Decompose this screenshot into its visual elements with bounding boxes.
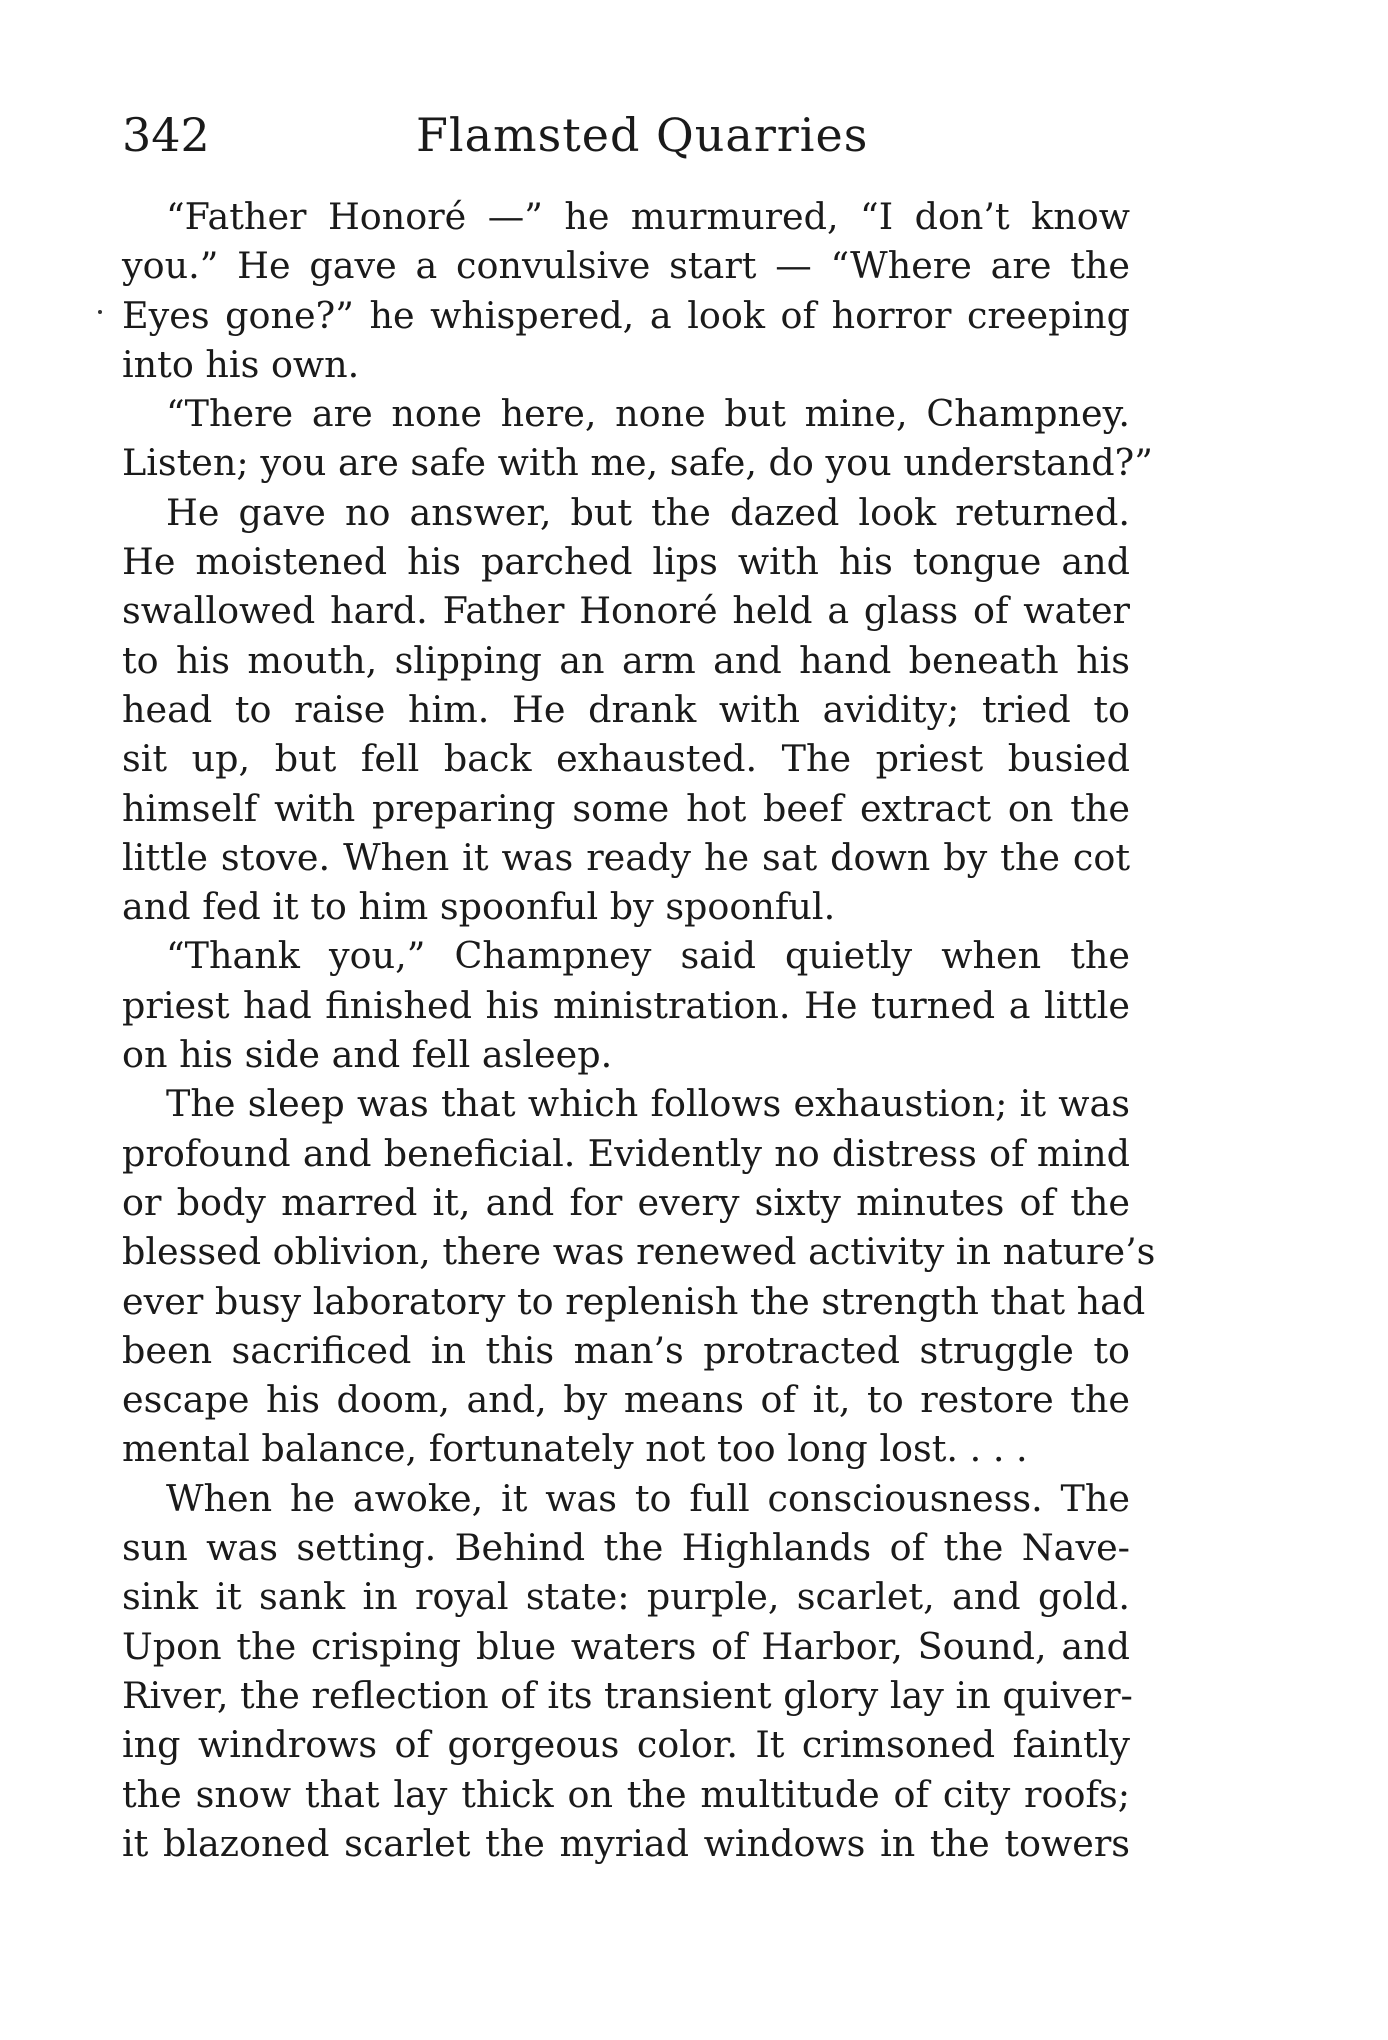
text-line-content: “Thank you,” Champney said quietly when the <box>166 934 1130 978</box>
text-line <box>122 1227 1156 1276</box>
text-line <box>122 1129 1130 1178</box>
page-number: 342 <box>122 108 210 162</box>
text-line <box>122 882 1130 931</box>
text-line <box>122 586 1130 635</box>
body-text <box>122 192 1156 1868</box>
text-line-content: “There are none here, none but mine, Champney. <box>166 392 1130 436</box>
text-line <box>122 784 1130 833</box>
text-line <box>122 1622 1130 1671</box>
text-line <box>122 1819 1130 1868</box>
text-line-content: sun was setting. Behind the Highlands of the Nave- <box>122 1526 1130 1570</box>
text-line-content: “Father Honoré —” he murmured, “I don’t know <box>166 195 1130 238</box>
text-line-content: River, the reflection of its transient glory lay in quiver- <box>122 1673 1133 1717</box>
text-line <box>122 1326 1130 1375</box>
text-line <box>122 1572 1130 1621</box>
text-line-content: sink it sank in royal state: purple, scarlet, and gold. <box>122 1575 1130 1619</box>
text-line-content: priest had finished his ministration. He turned a little <box>122 983 1130 1027</box>
text-line <box>122 340 1130 389</box>
text-line-content: sit up, but fell back exhausted. The priest busied <box>122 737 1130 781</box>
text-line <box>122 1770 1130 1819</box>
text-line <box>122 1523 1130 1572</box>
text-line-content: or body marred it, and for every sixty minutes of the <box>122 1180 1130 1224</box>
margin-mark <box>98 310 102 314</box>
text-line-content: been sacrificed in this man’s protracted struggle to <box>122 1328 1130 1372</box>
running-title: Flamsted Quarries <box>416 108 869 162</box>
text-line <box>122 488 1130 537</box>
text-line-content: on his side and fell asleep. <box>122 1033 613 1077</box>
text-line-content: to his mouth, slipping an arm and hand beneath his <box>122 638 1130 682</box>
text-line-content: profound and beneficial. Evidently no distress of mind <box>122 1131 1130 1175</box>
text-line <box>122 1671 1133 1720</box>
text-line-content: into his own. <box>122 342 360 386</box>
text-line-content: escape his doom, and, by means of it, to restore the <box>122 1378 1130 1422</box>
text-line <box>122 1474 1130 1523</box>
text-line-content: ever busy laboratory to replenish the strength that had <box>122 1279 1146 1323</box>
text-line-content: it blazoned scarlet the myriad windows in the towers <box>122 1821 1130 1865</box>
text-line <box>122 1178 1130 1227</box>
text-line-content: Upon the crisping blue waters of Harbor, Sound, and <box>122 1624 1130 1668</box>
text-line <box>122 1030 1130 1079</box>
text-line <box>122 241 1130 290</box>
text-line <box>122 685 1130 734</box>
text-line-content: He moistened his parched lips with his tongue and <box>122 540 1130 584</box>
text-line <box>122 192 1130 241</box>
text-line <box>122 1277 1146 1326</box>
text-line-content: the snow that lay thick on the multitude of city roofs; <box>122 1772 1130 1816</box>
text-line-content: Listen; you are safe with me, safe, do you understand?” <box>122 441 1153 485</box>
text-line-content: He gave no answer, but the dazed look returned. <box>166 490 1130 534</box>
text-line-content: little stove. When it was ready he sat down by the cot <box>122 835 1130 879</box>
page-header <box>122 100 1137 170</box>
text-line-content: Eyes gone?” he whispered, a look of horror creeping <box>122 293 1130 337</box>
text-line <box>122 537 1130 586</box>
text-line <box>122 931 1130 980</box>
text-line <box>122 981 1130 1030</box>
text-line-content: you.” He gave a convulsive start — “Where are the <box>122 244 1130 288</box>
text-line-content: head to raise him. He drank with avidity; tried to <box>122 687 1130 731</box>
text-line <box>122 1375 1130 1424</box>
text-line <box>122 438 1153 487</box>
text-line-content: ing windrows of gorgeous color. It crimsoned faintly <box>122 1723 1130 1767</box>
text-line-content: mental balance, fortunately not too long lost. . . . <box>122 1427 1028 1471</box>
text-line <box>122 389 1130 438</box>
text-line <box>122 636 1130 685</box>
text-line-content: and fed it to him spoonful by spoonful. <box>122 885 836 929</box>
text-line <box>122 1720 1130 1769</box>
text-line-content: himself with preparing some hot beef extract on the <box>122 786 1130 830</box>
text-line <box>122 734 1130 783</box>
text-line <box>122 833 1130 882</box>
text-line-content: When he awoke, it was to full consciousness. The <box>166 1476 1130 1520</box>
text-line <box>122 1424 1130 1473</box>
text-line-content: swallowed hard. Father Honoré held a glass of water <box>122 589 1130 633</box>
text-line-content: blessed oblivion, there was renewed activity in nature’s <box>122 1230 1156 1274</box>
text-line <box>122 1079 1130 1128</box>
text-line-content: The sleep was that which follows exhaustion; it was <box>166 1082 1130 1126</box>
text-line <box>122 291 1130 340</box>
